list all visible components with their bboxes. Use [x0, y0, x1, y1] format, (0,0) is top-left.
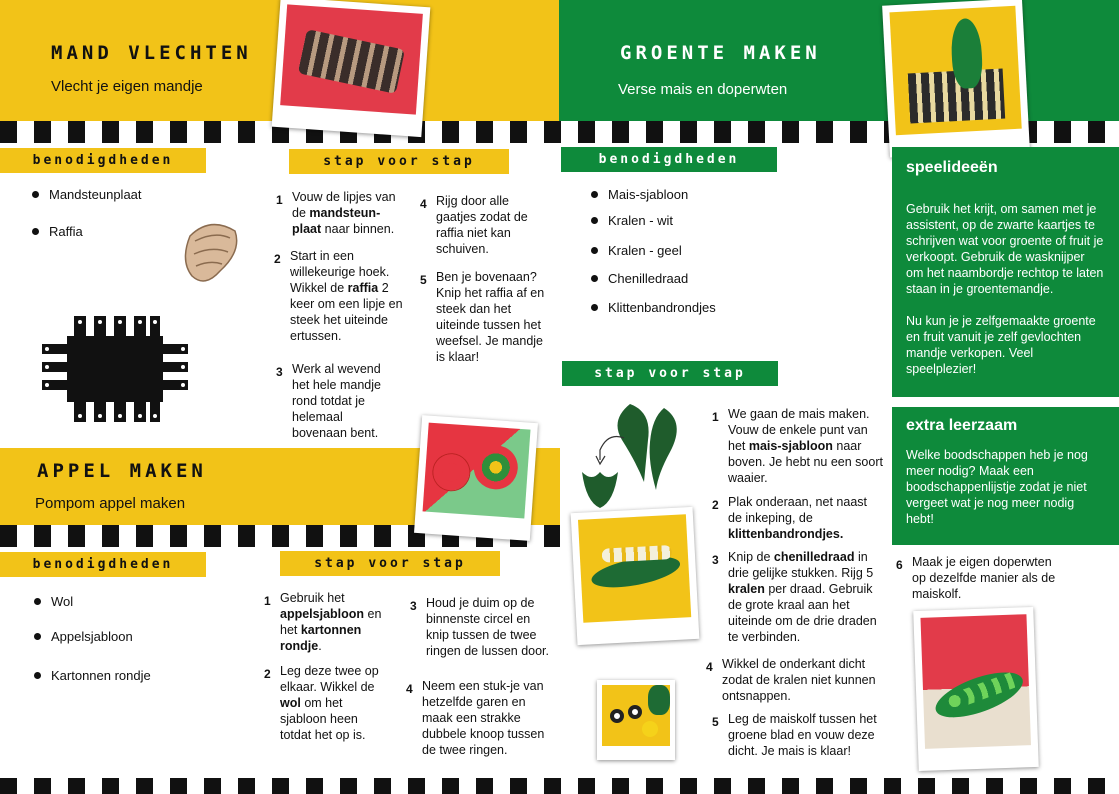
mand-step-3: 3 Werk al wevend het hele mandje rond totdat je helemaal bovenaan bent.: [276, 362, 381, 440]
mand-subtitle: Vlecht je eigen mandje: [51, 78, 203, 95]
groente-title: GROENTE MAKEN: [620, 42, 821, 64]
appel-step-1: 1 Gebruik het appelsjabloon en het kartonnen rondje.: [264, 591, 382, 653]
groente-item-0: Mais-sjabloon: [591, 187, 688, 202]
appel-title: APPEL MAKEN: [37, 460, 207, 482]
speelideeen-title: speelideeën: [906, 159, 998, 176]
groente-step-2: 2 Plak onderaan, net naast de inkeping, de klittenbandrondjes.: [712, 495, 867, 541]
peapod-photo-image: [920, 614, 1031, 749]
appel-step-2: 2 Leg deze twee op elkaar. Wikkel de wol om het sjabloon heen totdat het op is.: [264, 664, 379, 742]
appel-step-4: 4 Neem een stuk-je van hetzelfde garen en maak een strakke dubbele knoop tussen de twee ringen.: [406, 679, 545, 757]
extra-leerzaam-title: extra leerzaam: [906, 417, 1018, 434]
mand-title: MAND VLECHTEN: [51, 42, 252, 64]
mand-step-2: 2 Start in een willekeurige hoek. Wikkel de raffia 2 keer om een lipje en steek het uiteinde ertussen.: [274, 249, 403, 343]
groente-stap-tag: stap voor stap: [562, 361, 778, 386]
groente-step-4: 4 Wikkel de onderkant dicht zodat de kralen niet kunnen ontsnappen.: [706, 657, 876, 703]
apple-photo-image: [423, 423, 531, 519]
mais-photo-image: [578, 514, 691, 623]
groente-item-4: Klittenbandrondjes: [591, 300, 716, 315]
groente-item-1: Kralen - wit: [591, 213, 673, 228]
groente-step-3: 3 Knip de chenilledraad in drie gelijke stukken. Rijg 5 kralen per draad. Gebruik de grote kraal aan het uiteinde om de drie draden te verbinden.: [712, 550, 877, 644]
groente-step-6: 6 Maak je eigen doperwten op dezelfde manier als de maiskolf.: [896, 555, 1056, 601]
raffia-illustration: [180, 216, 245, 291]
mand-step-4: 4 Rijg door alle gaatjes zodat de raffia niet kan schuiven.: [420, 194, 528, 256]
corn-basket-photo: [882, 0, 1030, 158]
speelideeen-text-1: Gebruik het krijt, om samen met je assistent, op de zwarte kaartjes te schrijven wat voor groente of fruit je verkoopt. Gebruik de wasknijper om het naambordje rechtop te laten staan in je groentemandje.: [906, 202, 1104, 296]
mand-item-1: Raffia: [32, 224, 83, 239]
mand-step-5: 5 Ben je bovenaan? Knip het raffia af en steek dan het uiteinde tussen het weefsel. Je mandje is klaar!: [420, 270, 545, 364]
appel-benodigdheden-tag: benodigdheden: [0, 552, 206, 577]
groente-step-5: 5 Leg de maiskolf tussen het groene blad en vouw deze dicht. Je mais is klaar!: [712, 712, 877, 758]
speelideeen-box: [892, 147, 1119, 397]
appel-item-1: Appelsjabloon: [34, 629, 133, 644]
groente-item-3: Chenilledraad: [591, 271, 688, 286]
corn-basket-photo-image: [889, 6, 1021, 135]
beads-photo-image: [602, 685, 670, 746]
extra-leerzaam-text: Welke boodschappen heb je nog meer nodig? Maak een boodschappenlijstje zodat je niet vergeet wat je nog meer nodig hebt!: [906, 448, 1088, 526]
checker-stripe-bottom: [0, 778, 1119, 794]
beads-photo: [597, 680, 675, 760]
extra-leerzaam-box: [892, 407, 1119, 545]
groente-step-1: 1 We gaan de mais maken. Vouw de enkele punt van het mais-sjabloon naar boven. Je hebt nu een soort waaier.: [712, 407, 883, 485]
apple-photo: [414, 415, 538, 541]
mand-step-1: 1 Vouw de lipjes van de mandsteun-plaat naar binnen.: [276, 190, 396, 236]
mandsteunplaat-illustration: [42, 316, 188, 422]
appel-subtitle: Pompom appel maken: [35, 495, 186, 512]
basket-photo-image: [280, 4, 423, 114]
mand-benodigdheden-tag: benodigdheden: [0, 148, 206, 173]
appel-item-0: Wol: [34, 594, 73, 609]
mand-item-0: Mandsteunplaat: [32, 187, 142, 202]
appel-step-3: 3 Houd je duim op de binnenste circel en knip tussen de twee ringen de lussen door.: [410, 596, 550, 658]
groente-item-2: Kralen - geel: [591, 243, 682, 258]
groente-subtitle: Verse mais en doperwten: [618, 81, 788, 98]
peapod-photo: [913, 607, 1039, 771]
groente-benodigdheden-tag: benodigdheden: [561, 147, 777, 172]
appel-item-2: Kartonnen rondje: [34, 668, 151, 683]
appel-stap-tag: stap voor stap: [280, 551, 500, 576]
mais-sjabloon-illustration: [578, 402, 690, 512]
mand-stap-tag: stap voor stap: [289, 149, 509, 174]
basket-photo: [272, 0, 431, 137]
mais-photo: [571, 507, 700, 645]
speelideeen-text-2: Nu kun je je zelfgemaakte groente en fruit vanuit je zelf gevlochten mandje verkopen. Veel speelplezier!: [906, 314, 1096, 376]
